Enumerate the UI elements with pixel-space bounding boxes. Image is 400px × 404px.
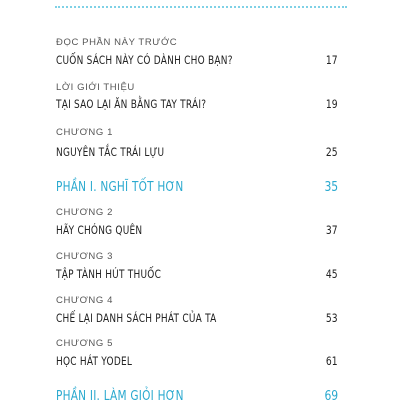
toc-entry-left-hand[interactable] <box>56 97 338 111</box>
entry-page: 35 <box>324 179 338 195</box>
entry-page: 17 <box>326 53 338 67</box>
table-of-contents <box>54 0 338 404</box>
section-label-chapter-3: CHƯƠNG 3 <box>56 251 113 262</box>
section-label-introduction: LỜI GIỚI THIỆU <box>56 82 135 93</box>
entry-title: CUỐN SÁCH NÀY CÓ DÀNH CHO BẠN? <box>56 53 233 67</box>
section-label-chapter-5: CHƯƠNG 5 <box>56 338 113 349</box>
entry-title: HỌC HÁT YODEL <box>56 354 133 368</box>
toc-entry-chapter-1[interactable] <box>56 145 338 159</box>
entry-page: 61 <box>326 354 338 368</box>
entry-page: 25 <box>326 145 338 159</box>
toc-entry-part-2[interactable] <box>56 388 338 404</box>
toc-entry-chapter-3[interactable] <box>56 267 338 281</box>
toc-entry-chapter-4[interactable] <box>56 311 338 325</box>
entry-page: 45 <box>326 267 338 281</box>
entry-page: 53 <box>326 311 338 325</box>
toc-entry-chapter-2[interactable] <box>56 223 338 237</box>
entry-title: TẬP TÀNH HÚT THUỐC <box>56 267 162 281</box>
toc-entry-chapter-5[interactable] <box>56 354 338 368</box>
toc-entry-for-you[interactable] <box>56 53 338 67</box>
section-label-chapter-2: CHƯƠNG 2 <box>56 207 113 218</box>
entry-title: TẠI SAO LẠI ĂN BẰNG TAY TRÁI? <box>56 97 207 111</box>
section-label-chapter-1: CHƯƠNG 1 <box>56 127 113 138</box>
entry-title: PHẦN II. LÀM GIỎI HƠN <box>56 388 184 404</box>
section-label-chapter-4: CHƯƠNG 4 <box>56 295 113 306</box>
entry-page: 19 <box>326 97 338 111</box>
toc-entry-part-1[interactable] <box>56 179 338 195</box>
entry-title: NGUYÊN TẮC TRÁI LỰU <box>56 145 165 159</box>
entry-page: 69 <box>324 388 338 404</box>
entry-title: PHẦN I. NGHĨ TỐT HƠN <box>56 179 184 195</box>
entry-title: HÃY CHÓNG QUÊN <box>56 223 143 237</box>
entry-title: CHẾ LẠI DANH SÁCH PHÁT CỦA TA <box>56 311 217 325</box>
entry-page: 37 <box>326 223 338 237</box>
section-label-read-first: ĐỌC PHẦN NÀY TRƯỚC <box>56 37 178 48</box>
